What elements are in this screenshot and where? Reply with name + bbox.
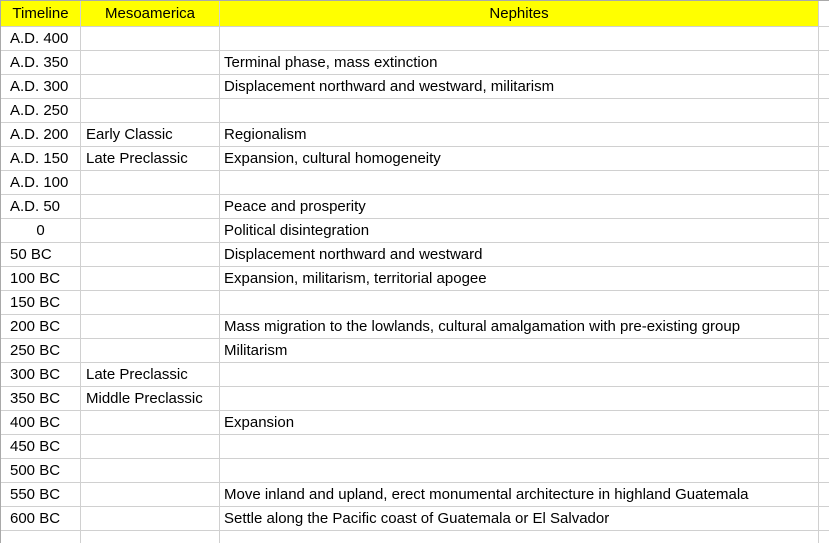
table-row bbox=[1, 339, 829, 363]
cell-timeline[interactable]: 100 BC bbox=[1, 267, 81, 291]
cell-filler bbox=[819, 99, 829, 123]
cell-mesoamerica[interactable] bbox=[81, 219, 220, 243]
cell-timeline[interactable]: A.D. 350 bbox=[1, 51, 81, 75]
column-header-mesoamerica[interactable]: Mesoamerica bbox=[81, 1, 220, 27]
cell-filler bbox=[819, 219, 829, 243]
cell-nephites[interactable]: Displacement northward and westward, militarism bbox=[220, 75, 819, 99]
cell-nephites[interactable]: Peace and prosperity bbox=[220, 195, 819, 219]
cell-mesoamerica[interactable] bbox=[81, 195, 220, 219]
cell-mesoamerica[interactable] bbox=[81, 243, 220, 267]
table-row bbox=[1, 99, 829, 123]
cell-nephites[interactable]: Terminal phase, mass extinction bbox=[220, 51, 819, 75]
column-header-timeline[interactable]: Timeline bbox=[1, 1, 81, 27]
cell-filler bbox=[819, 51, 829, 75]
cell-filler bbox=[819, 459, 829, 483]
cell-filler bbox=[819, 171, 829, 195]
cell-timeline[interactable]: A.D. 150 bbox=[1, 147, 81, 171]
table-row bbox=[1, 531, 829, 543]
cell-timeline[interactable]: A.D. 300 bbox=[1, 75, 81, 99]
cell-timeline[interactable]: 50 BC bbox=[1, 243, 81, 267]
table-row bbox=[1, 459, 829, 483]
cell-nephites[interactable] bbox=[220, 435, 819, 459]
cell-timeline[interactable]: 300 BC bbox=[1, 363, 81, 387]
cell-timeline[interactable] bbox=[1, 531, 81, 543]
cell-mesoamerica[interactable] bbox=[81, 483, 220, 507]
header-row bbox=[1, 1, 829, 27]
cell-mesoamerica[interactable] bbox=[81, 435, 220, 459]
cell-filler bbox=[819, 123, 829, 147]
cell-filler bbox=[819, 315, 829, 339]
table-row bbox=[1, 267, 829, 291]
cell-nephites[interactable] bbox=[220, 291, 819, 315]
table-row bbox=[1, 435, 829, 459]
cell-timeline[interactable]: 150 BC bbox=[1, 291, 81, 315]
cell-nephites[interactable]: Expansion bbox=[220, 411, 819, 435]
cell-filler bbox=[819, 531, 829, 543]
table-row bbox=[1, 387, 829, 411]
cell-mesoamerica[interactable] bbox=[81, 411, 220, 435]
cell-mesoamerica[interactable]: Late Preclassic bbox=[81, 363, 220, 387]
table-body bbox=[1, 27, 829, 543]
cell-mesoamerica[interactable] bbox=[81, 507, 220, 531]
table-row bbox=[1, 51, 829, 75]
table-row bbox=[1, 75, 829, 99]
cell-timeline[interactable]: 550 BC bbox=[1, 483, 81, 507]
cell-timeline[interactable]: A.D. 100 bbox=[1, 171, 81, 195]
cell-mesoamerica[interactable]: Middle Preclassic bbox=[81, 387, 220, 411]
cell-nephites[interactable] bbox=[220, 363, 819, 387]
cell-mesoamerica[interactable] bbox=[81, 339, 220, 363]
table-row bbox=[1, 195, 829, 219]
cell-filler bbox=[819, 339, 829, 363]
cell-mesoamerica[interactable] bbox=[81, 291, 220, 315]
cell-timeline[interactable]: A.D. 250 bbox=[1, 99, 81, 123]
cell-timeline[interactable]: A.D. 200 bbox=[1, 123, 81, 147]
cell-nephites[interactable] bbox=[220, 531, 819, 543]
cell-mesoamerica[interactable] bbox=[81, 267, 220, 291]
cell-filler bbox=[819, 291, 829, 315]
cell-filler bbox=[819, 411, 829, 435]
cell-nephites[interactable]: Political disintegration bbox=[220, 219, 819, 243]
table-row bbox=[1, 411, 829, 435]
cell-filler bbox=[819, 27, 829, 51]
table-row bbox=[1, 483, 829, 507]
cell-nephites[interactable]: Expansion, cultural homogeneity bbox=[220, 147, 819, 171]
cell-filler bbox=[819, 243, 829, 267]
table-row bbox=[1, 171, 829, 195]
cell-timeline[interactable]: 250 BC bbox=[1, 339, 81, 363]
cell-mesoamerica[interactable] bbox=[81, 531, 220, 543]
cell-mesoamerica[interactable] bbox=[81, 75, 220, 99]
cell-timeline[interactable]: 500 BC bbox=[1, 459, 81, 483]
cell-mesoamerica[interactable] bbox=[81, 459, 220, 483]
cell-nephites[interactable]: Mass migration to the lowlands, cultural amalgamation with pre-existing group bbox=[220, 315, 819, 339]
table-row bbox=[1, 315, 829, 339]
cell-timeline[interactable]: A.D. 400 bbox=[1, 27, 81, 51]
table-row bbox=[1, 243, 829, 267]
cell-filler bbox=[819, 483, 829, 507]
cell-mesoamerica[interactable] bbox=[81, 315, 220, 339]
cell-mesoamerica[interactable] bbox=[81, 51, 220, 75]
cell-timeline[interactable]: 400 BC bbox=[1, 411, 81, 435]
cell-nephites[interactable] bbox=[220, 99, 819, 123]
cell-timeline[interactable]: A.D. 50 bbox=[1, 195, 81, 219]
column-header-nephites[interactable]: Nephites bbox=[220, 1, 819, 27]
cell-mesoamerica[interactable] bbox=[81, 171, 220, 195]
cell-nephites[interactable] bbox=[220, 459, 819, 483]
cell-nephites[interactable] bbox=[220, 387, 819, 411]
table-row bbox=[1, 507, 829, 531]
cell-nephites[interactable]: Militarism bbox=[220, 339, 819, 363]
table-row bbox=[1, 123, 829, 147]
table-row bbox=[1, 363, 829, 387]
cell-mesoamerica[interactable]: Early Classic bbox=[81, 123, 220, 147]
cell-filler bbox=[819, 147, 829, 171]
cell-mesoamerica[interactable] bbox=[81, 99, 220, 123]
cell-filler bbox=[819, 435, 829, 459]
cell-nephites[interactable] bbox=[220, 27, 819, 51]
cell-timeline[interactable]: 600 BC bbox=[1, 507, 81, 531]
cell-timeline[interactable]: 0 bbox=[1, 219, 81, 243]
table-row bbox=[1, 291, 829, 315]
cell-nephites[interactable]: Move inland and upland, erect monumental architecture in highland Guatemala bbox=[220, 483, 819, 507]
cell-nephites[interactable]: Regionalism bbox=[220, 123, 819, 147]
cell-filler bbox=[819, 195, 829, 219]
cell-filler bbox=[819, 507, 829, 531]
table-row bbox=[1, 27, 829, 51]
cell-timeline[interactable]: 200 BC bbox=[1, 315, 81, 339]
cell-nephites[interactable]: Settle along the Pacific coast of Guatemala or El Salvador bbox=[220, 507, 819, 531]
cell-filler bbox=[819, 75, 829, 99]
cell-filler bbox=[819, 363, 829, 387]
cell-nephites[interactable]: Expansion, militarism, territorial apogee bbox=[220, 267, 819, 291]
cell-filler bbox=[819, 267, 829, 291]
cell-nephites[interactable]: Displacement northward and westward bbox=[220, 243, 819, 267]
table-row bbox=[1, 147, 829, 171]
cell-mesoamerica[interactable] bbox=[81, 27, 220, 51]
header-filler-cell bbox=[819, 1, 829, 27]
cell-nephites[interactable] bbox=[220, 171, 819, 195]
table-row bbox=[1, 219, 829, 243]
cell-timeline[interactable]: 450 BC bbox=[1, 435, 81, 459]
cell-timeline[interactable]: 350 BC bbox=[1, 387, 81, 411]
cell-mesoamerica[interactable]: Late Preclassic bbox=[81, 147, 220, 171]
cell-filler bbox=[819, 387, 829, 411]
